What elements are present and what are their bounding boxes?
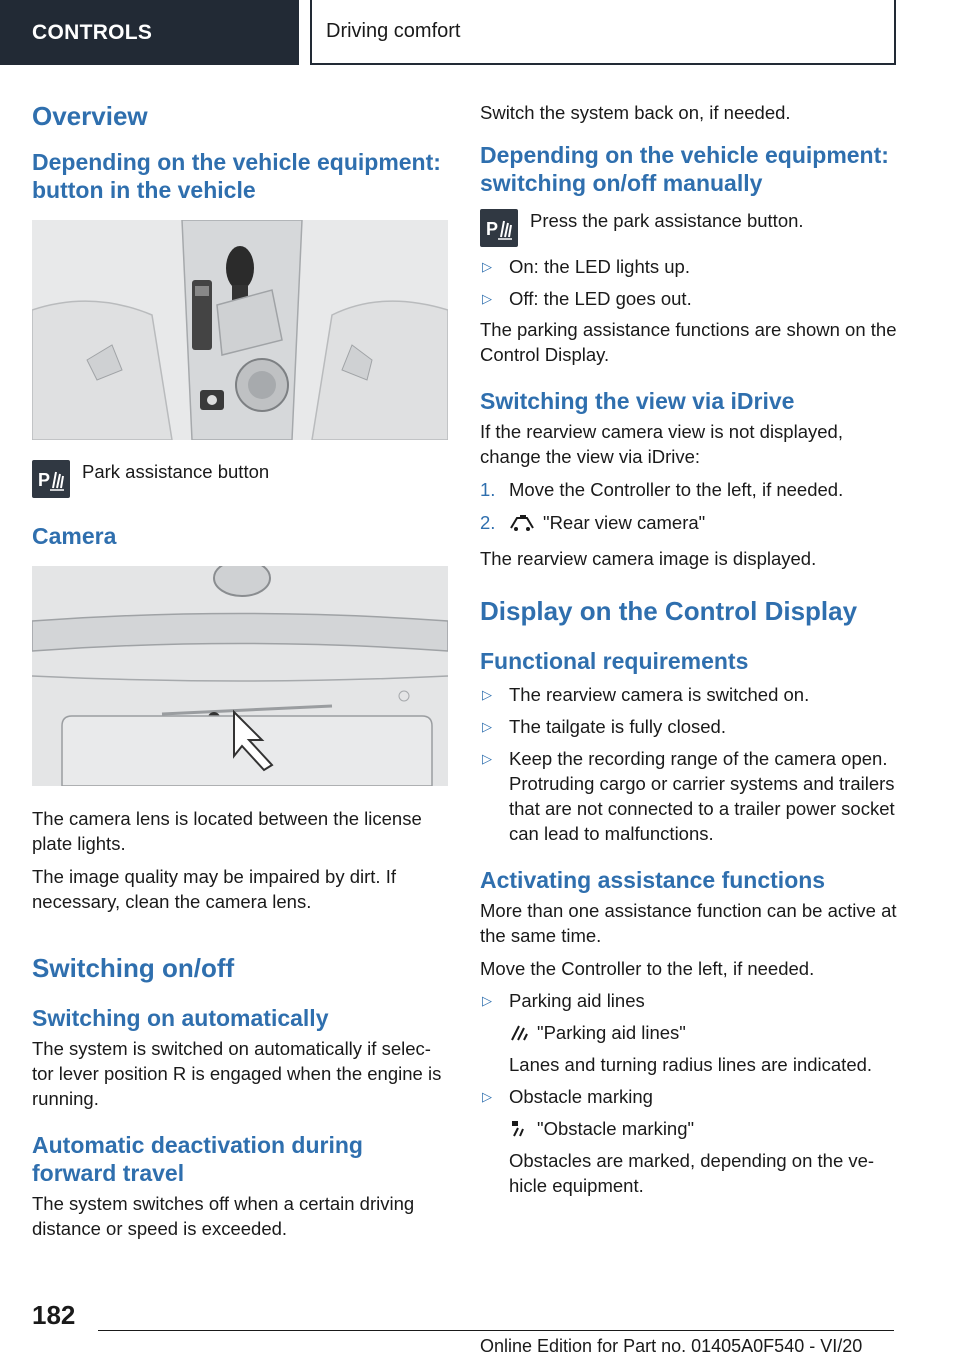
list-item: ▷ The rearview camera is switched on. [482, 683, 810, 705]
idrive-text: If the rearview camera view is not displayed, change the view via iDrive: [480, 421, 843, 467]
rear-camera-icon [509, 514, 535, 532]
list-item: ▷ Off: the LED goes out. [482, 288, 692, 309]
auto-off-heading: Automatic deactivation during forward travel [32, 1132, 363, 1186]
assist-functions-list [480, 988, 898, 1198]
svg-text:P: P [38, 470, 51, 490]
parking-aid-lines-desc: Lanes and turning radius lines are indicated. [509, 1053, 873, 1075]
section-tab [0, 0, 299, 65]
park-assist-caption-text: Park assistance button [82, 461, 270, 482]
activating-paragraph-2: Move the Controller to the left, if needed. [480, 957, 815, 979]
camera-heading: Camera [32, 523, 117, 549]
list-item: ▷ Keep the recording range of the camera open. Protruding cargo or carrier systems and trailers that are not connected to a trailer power socket can lead to malfunctions. [482, 747, 895, 844]
activating-paragraph-1: More than one assistance function can be active at the same time. [480, 899, 897, 946]
func-heading: Functional requirements [480, 647, 749, 674]
chapter-tab [310, 0, 896, 65]
svg-text:P: P [486, 219, 499, 239]
parking-lines-icon [509, 1022, 529, 1042]
button-heading: Depending on the vehicle equipment: button in the vehicle [32, 149, 441, 203]
switching-title: Switching on/off [32, 953, 235, 983]
manual-press-text: Press the park assistance button. [530, 210, 804, 231]
step-item: 2. "Rear view camera" [480, 512, 706, 533]
overview-title: Overview [32, 101, 148, 131]
manual-heading: Depending on the vehicle equipment: switching on/off manually [480, 142, 889, 196]
idrive-after-text: The rearview camera image is displayed. [480, 547, 817, 569]
right-column [480, 100, 898, 1198]
page-number: 182 [32, 1300, 76, 1330]
obstacle-marking-desc: Obstacles are marked, depending on the ve‐hicle equipment. [509, 1149, 875, 1196]
chapter-label: Driving comfort [326, 20, 461, 42]
func-list [480, 682, 898, 846]
manual-after-text: The parking assistance functions are shown on the Control Display. [480, 319, 897, 365]
list-item-obstacle-marking: ▷ Obstacle marking "Obstacle marking" Obstacles are marked, depending on the ve‐hicle equipment. [480, 1084, 898, 1198]
display-title: Display on the Control Display [480, 595, 858, 626]
idrive-steps [480, 477, 898, 538]
section-label: CONTROLS [32, 20, 153, 44]
park-assist-caption [32, 460, 448, 498]
camera-paragraph-2: The image quality may be impaired by dirt. If necessary, clean the camera lens. [32, 866, 396, 912]
obstacle-marking-menu: "Obstacle marking" [509, 1116, 898, 1141]
park-assist-icon-small [480, 209, 518, 247]
list-item-parking-aid-lines: ▷ Parking aid lines "Parking aid lines" Lanes and turning radius lines are indicated. [480, 988, 898, 1077]
manual-press-row [480, 209, 898, 247]
switch-back-text: Switch the system back on, if needed. [480, 102, 791, 123]
activating-heading: Activating assistance functions [480, 866, 826, 893]
rear-camera-image [32, 566, 448, 786]
edition-text: Online Edition for Part no. 01405A0F540 - VI/20 [480, 1336, 863, 1356]
list-item: ▷ On: the LED lights up. [482, 256, 690, 277]
auto-on-heading: Switching on automatically [32, 1005, 329, 1031]
idrive-heading: Switching the view via iDrive [480, 388, 795, 414]
obstacle-marking-icon [509, 1118, 529, 1138]
camera-paragraph-1: The camera lens is located between the license plate lights. [32, 808, 422, 854]
left-column [32, 100, 448, 1241]
auto-off-text: The system switches off when a certain driving distance or speed is exceeded. [32, 1193, 415, 1239]
manual-list [480, 254, 898, 311]
parking-aid-lines-menu: "Parking aid lines" [509, 1020, 898, 1045]
step-item: 1. Move the Controller to the left, if needed. [480, 479, 844, 500]
auto-on-text: The system is switched on automatically if selec‐tor lever position R is engaged when the engine is running. [32, 1038, 442, 1109]
footer-divider [98, 1330, 894, 1331]
list-item: ▷ The tailgate is fully closed. [482, 715, 726, 737]
park-assist-icon [32, 460, 70, 498]
center-console-image [32, 220, 448, 440]
